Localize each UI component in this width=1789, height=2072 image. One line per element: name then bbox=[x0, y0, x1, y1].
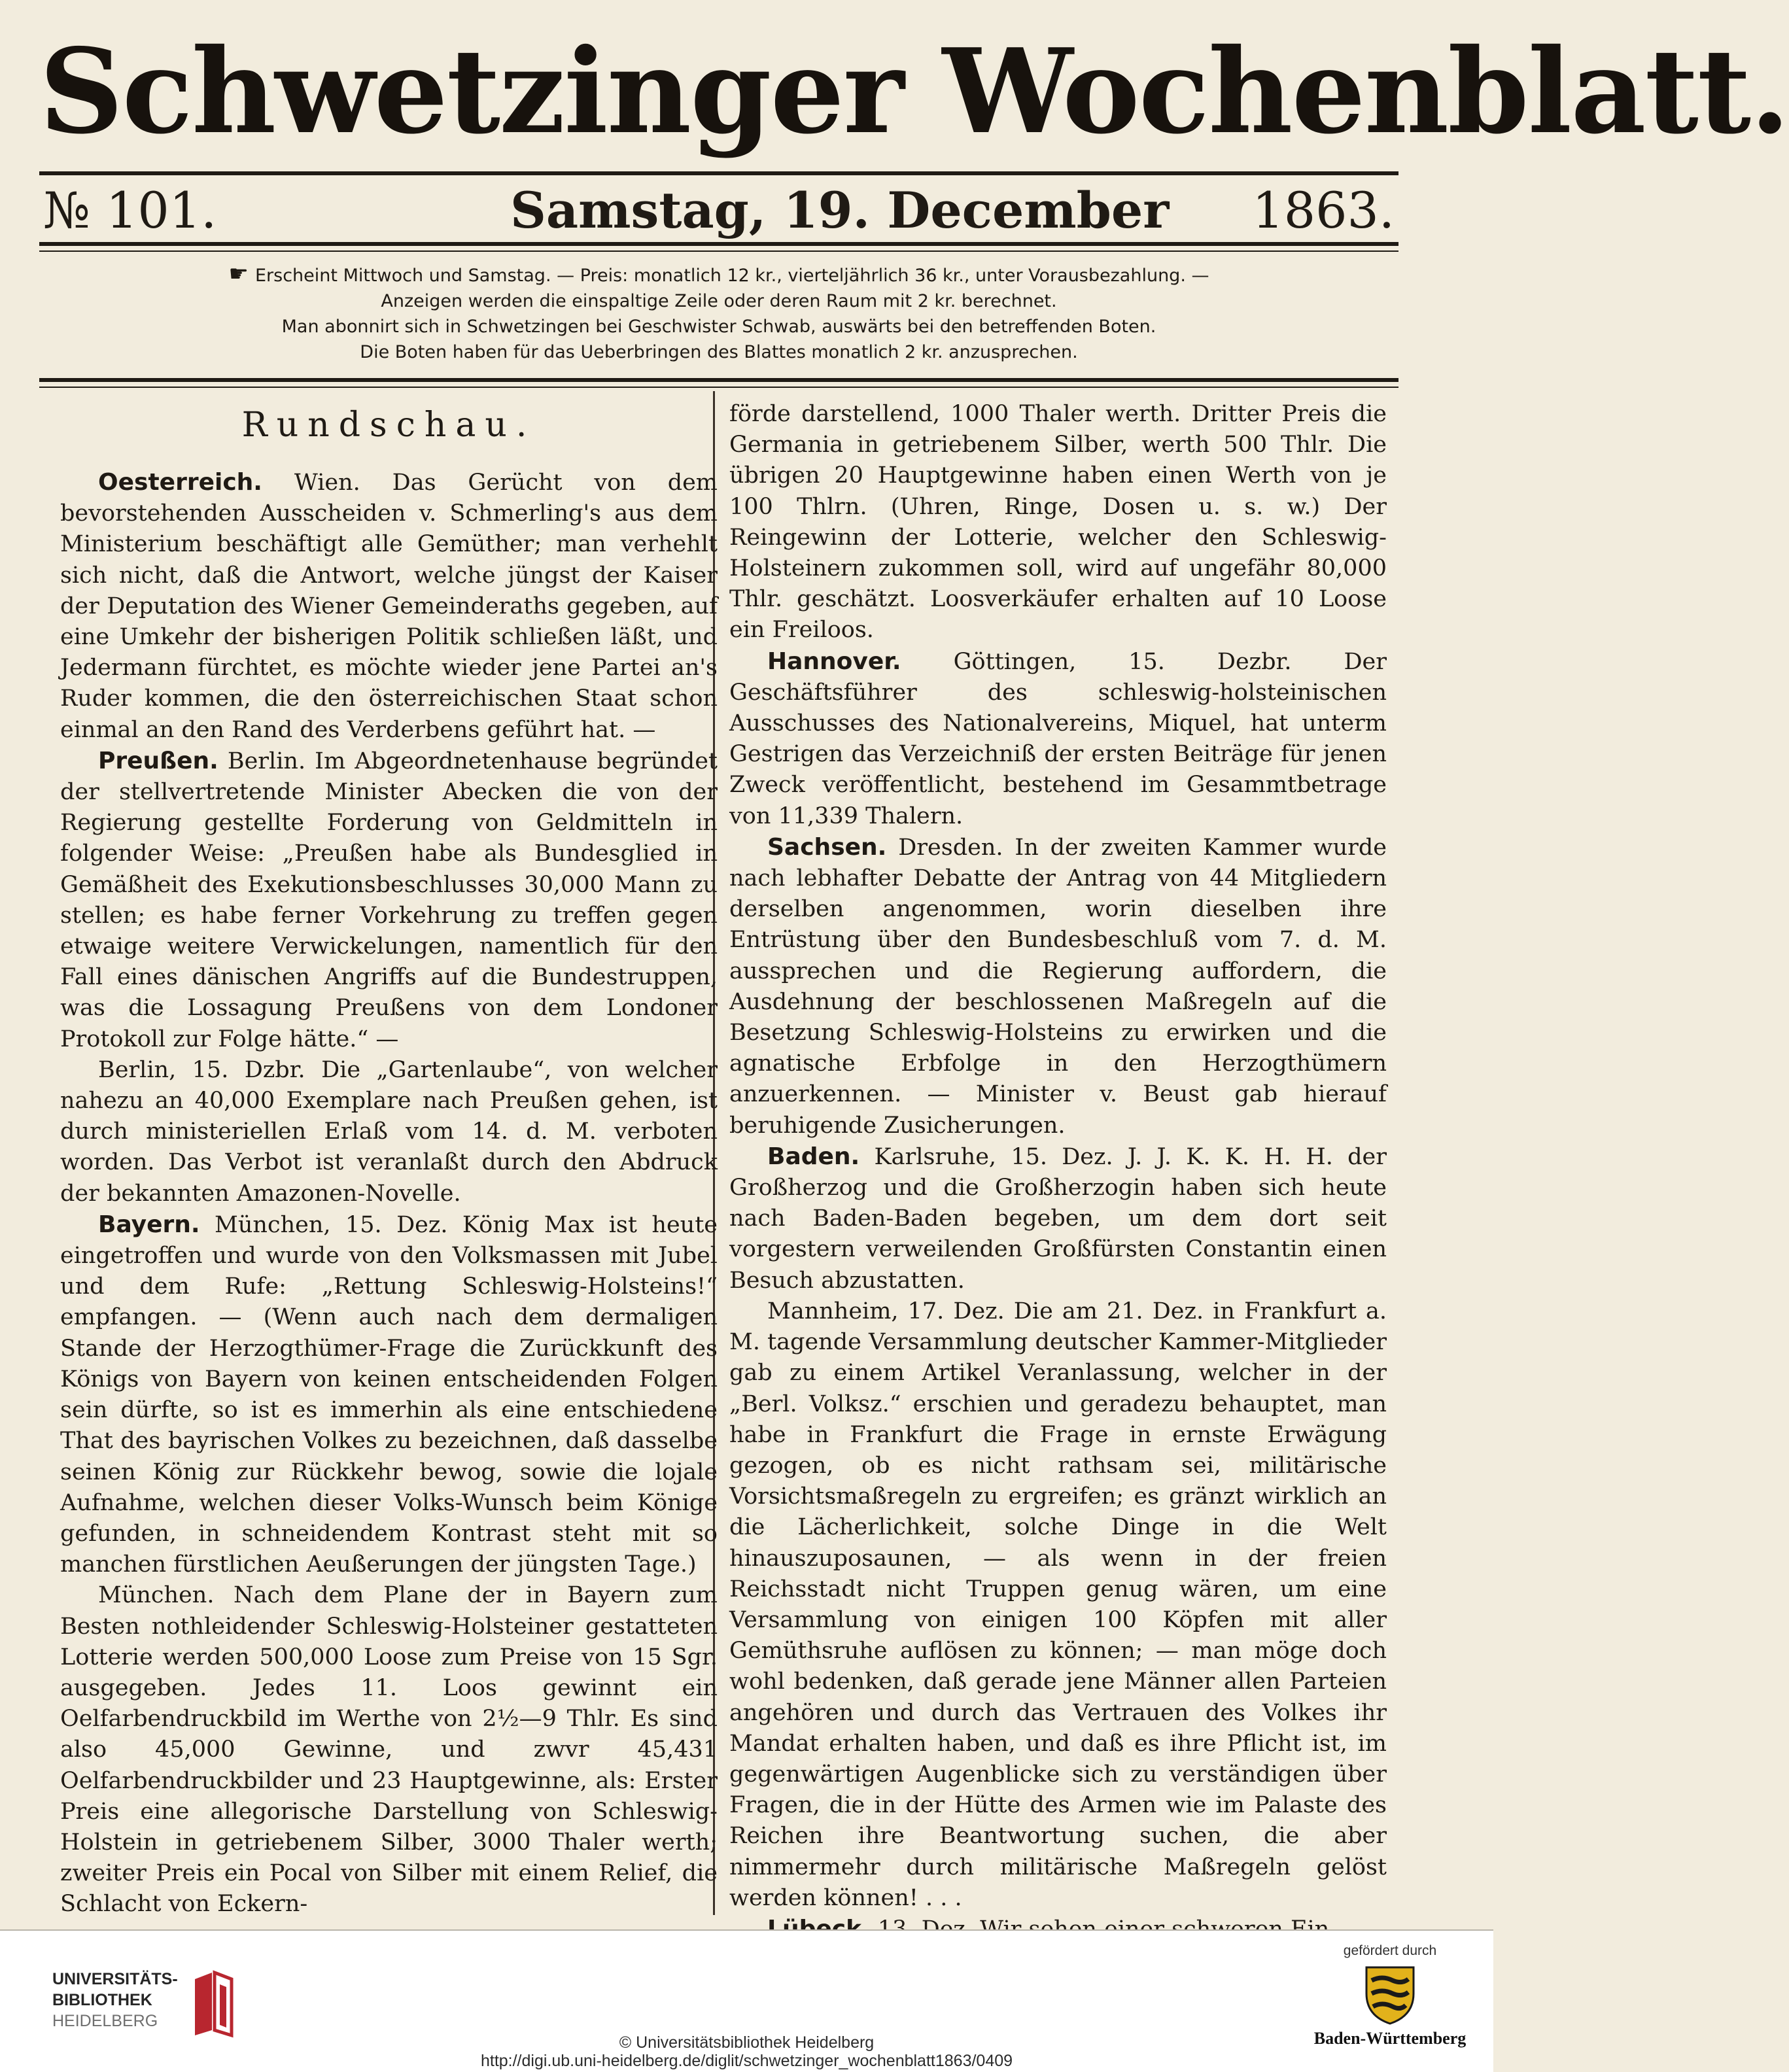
place-heading: Preußen. bbox=[98, 747, 218, 774]
pointing-hand-icon: ☛ bbox=[228, 261, 249, 287]
subscription-notice bbox=[39, 262, 1398, 373]
place-heading: Oesterreich. bbox=[98, 469, 262, 496]
article-mannheim: Mannheim, 17. Dez. Die am 21. Dez. in Frankfurt a. M. tagende Versammlung deutscher Kammer-Mitglieder gab zu einem Artikel Veranlassung, welcher in der „Berl. Volksz.“ erschien und geradezu behauptet, man habe in Frankfurt die Frage in ernste Erwägung gezogen, ob es nicht rathsam sei, militärische Vorsichtsmaßregeln zu ergreifen; es gränzt wirklich an die Lächerlichkeit, solche Dinge in die Welt hinauszuposaunen, — als wenn in der freien Reichsstadt nicht Truppen genug wären, um eine Versammlung von einigen 100 Köpfen mit aller Gemüthsruhe auflösen zu können; — man möge doch wohl bedenken, daß gerade jene Männer allen Parteien angehören und durch das Vertrauen des Volkes ihr Mandat erhalten haben, und daß es ihre Pflicht ist, im gegenwärtigen Augenblicke sich zu verständigen über Fragen, die in der Hütte des Armen wie im Palaste des Reichen ihre Beantwortung suchen, die aber nimmermehr durch militärische Maßregeln gelöst werden können! . . . bbox=[729, 1298, 1387, 1911]
source-url[interactable]: http://digi.ub.uni-heidelberg.de/diglit/schwetzinger_wochenblatt1863/0409 bbox=[480, 2052, 1013, 2070]
article-hannover: Hannover. Göttingen, 15. Dezbr. Der Geschäftsführer des schleswig-holsteinischen Ausschusses des Nationalvereins, Miquel, hat unterm Gestrigen das Verzeichniß der ersten Beiträge für jenen Zweck veröffentlicht, bestehend im Gesammtbetrage von 11,339 Thalern. bbox=[729, 648, 1387, 829]
notice-rule-thick bbox=[39, 378, 1398, 382]
library-name: UNIVERSITÄTS- BIBLIOTHEK HEIDELBERG bbox=[52, 1970, 178, 2030]
coat-of-arms-icon bbox=[1363, 1963, 1417, 2026]
article-preussen: Preußen. Berlin. Im Abgeordnetenhause begründet der stellvertretende Minister Abecken die von der Regierung gestellte Forderung von Geldmitteln in folgender Weise: „Preußen habe als Bundesglied in Gemäßheit des Exekutionsbeschlusses 30,000 Mann zu stellen; es habe ferner Vorkehrung zu treffen gegen etwaige weitere Verwickelungen, namentlich für den Fall eines dänischen Angriffs auf die Bundestruppen, was die Lossagung Preußens von dem Londoner Protokoll zur Folge hätte.“ — bbox=[60, 747, 718, 1052]
article-oesterreich: Oesterreich. Wien. Das Gerücht von dem bevorstehenden Ausscheiden v. Schmerling's aus dem Ministerium beschäftigt alle Gemüther; man verhehlt sich nicht, daß die Antwort, welche jüngst der Kaiser der Deputation des Wiener Gemeinderaths gegeben, auf eine Umkehr der bisherigen Politik schließen läßt, und Jedermann fürchtet, es möchte wieder jene Partei an's Ruder kommen, die den österreichischen Staat schon einmal an den Rand des Verderbens geführt hat. — bbox=[60, 469, 718, 743]
library-logo[interactable] bbox=[26, 1969, 249, 2041]
left-column bbox=[60, 399, 718, 1918]
article-lotterie-continued: förde darstellend, 1000 Thaler werth. Dritter Preis die Germania in getriebenem Silber, werth 500 Thlr. Die übrigen 20 Hauptgewinne haben einen Werth von je 100 Thlrn. (Uhren, Ringe, Dosen u. s. w.) Der Reingewinn der Lotterie, welcher den Schleswig-Holsteinern zukommen soll, wird auf ungefähr 80,000 Thlr. geschätzt. Loosverkäufer erhalten auf 10 Loose ein Freiloos. bbox=[729, 401, 1387, 644]
place-heading: Baden. bbox=[767, 1143, 860, 1170]
article-muenchen-lotterie: München. Nach dem Plane der in Bayern zum Besten nothleidender Schleswig-Holsteiner gestatteten Lotterie werden 500,000 Loose zum Preise von 15 Sgr. ausgegeben. Jedes 11. Loos gewinnt ein Oelfarbendruckbild im Werthe von 2½—9 Thlr. Es sind also 45,000 Gewinne, und zwvr 45,431 Oelfarbendruckbilder und 23 Hauptgewinne, als: Erster Preis eine allegorische Darstellung von Schleswig-Holstein in getriebenem Silber, 3000 Thaler werth; zweiter Preis ein Pocal von Silber mit einem Relief, die Schlacht von Eckern- bbox=[60, 1582, 718, 1918]
right-column bbox=[729, 399, 1387, 1911]
issue-number: № 101. bbox=[43, 181, 217, 239]
masthead-rule bbox=[39, 171, 1398, 175]
masthead-title: Schwetzinger Wochenblatt. bbox=[39, 23, 1789, 160]
notice-line-4: Die Boten haben für das Ueberbringen des Blattes monatlich 2 kr. anzusprechen. bbox=[360, 342, 1078, 362]
article-sachsen: Sachsen. Dresden. In der zweiten Kammer wurde nach lebhafter Debatte der Antrag von 44 Mitgliedern derselben angenommen, worin dieselben ihre Entrüstung über den Bundesbeschluß vom 7. d. M. aussprechen und die Regierung auffordern, die Ausdehnung der beschlossenen Maßregeln auf die Besetzung Schleswig-Holsteins zu erwirken und die agnatische Erbfolge in den Herzogthümern anzuerkennen. — Minister v. Beust gab hierauf beruhigende Zusicherungen. bbox=[729, 833, 1387, 1139]
place-heading: Sachsen. bbox=[767, 833, 887, 861]
issue-date: Samstag, 19. December bbox=[510, 181, 1170, 239]
dateline-rule-thick bbox=[39, 242, 1398, 246]
digitization-footer bbox=[0, 1929, 1493, 2072]
ub-book-icon bbox=[183, 1970, 242, 2037]
notice-rule-thin bbox=[39, 387, 1398, 388]
sponsor-block bbox=[1302, 1943, 1478, 2067]
issue-year: 1863. bbox=[1252, 181, 1395, 239]
dateline-rule-thin bbox=[39, 250, 1398, 252]
sponsor-state: Baden-Württemberg bbox=[1313, 2029, 1467, 2048]
notice-line-1: ☛ Erscheint Mittwoch und Samstag. — Preis: monatlich 12 kr., vierteljährlich 36 kr., unter Vorausbezahlung. — bbox=[228, 261, 1209, 287]
place-heading: Bayern. bbox=[98, 1211, 200, 1238]
notice-line-3: Man abonnirt sich in Schwetzingen bei Geschwister Schwab, auswärts bei den betreffenden Boten. bbox=[281, 317, 1156, 337]
article-berlin-gartenlaube: Berlin, 15. Dzbr. Die „Gartenlaube“, von welcher nahezu an 40,000 Exemplare nach Preußen gehen, ist durch ministeriellen Erlaß vom 14. d. M. verboten worden. Das Verbot ist veranlaßt durch den Abdruck der bekannten Amazonen-Novelle. bbox=[60, 1056, 718, 1207]
sponsor-label: gefördert durch bbox=[1343, 1943, 1437, 1958]
notice-line-2: Anzeigen werden die einspaltige Zeile oder deren Raum mit 2 kr. berechnet. bbox=[381, 291, 1057, 311]
place-heading: Hannover. bbox=[767, 648, 901, 675]
article-bayern: Bayern. München, 15. Dez. König Max ist heute eingetroffen und wurde von den Volksmassen mit Jubel und dem Rufe: „Rettung Schleswig-Holsteins!“ empfangen. — (Wenn auch nach dem dermaligen Stande der Herzogthümer-Frage die Zurückkunft des Königs von Bayern von keinen entscheidenden Folgen sein dürfte, so ist es immerhin als eine entschiedene That des bayrischen Volkes zu bezeichnen, daß dasselbe seinen König zur Rückkehr bewog, sowie die lojale Aufnahme, welchen dieser Volks-Wunsch beim Könige gefunden, in schneidendem Kontrast steht mit so manchen fürstlichen Aeußerungen der jüngsten Tage.) bbox=[60, 1211, 718, 1578]
section-title: Rundschau. bbox=[241, 406, 536, 445]
dateline bbox=[39, 181, 1398, 241]
copyright-line: © Universitätsbibliothek Heidelberg bbox=[619, 2033, 875, 2052]
article-baden: Baden. Karlsruhe, 15. Dez. J. J. K. K. H. H. der Großherzog und die Großherzogin haben sich heute nach Baden-Baden begeben, um dem dort seit vorgestern verweilenden Großfürsten Constantin einen Besuch abzustatten. bbox=[729, 1143, 1387, 1294]
